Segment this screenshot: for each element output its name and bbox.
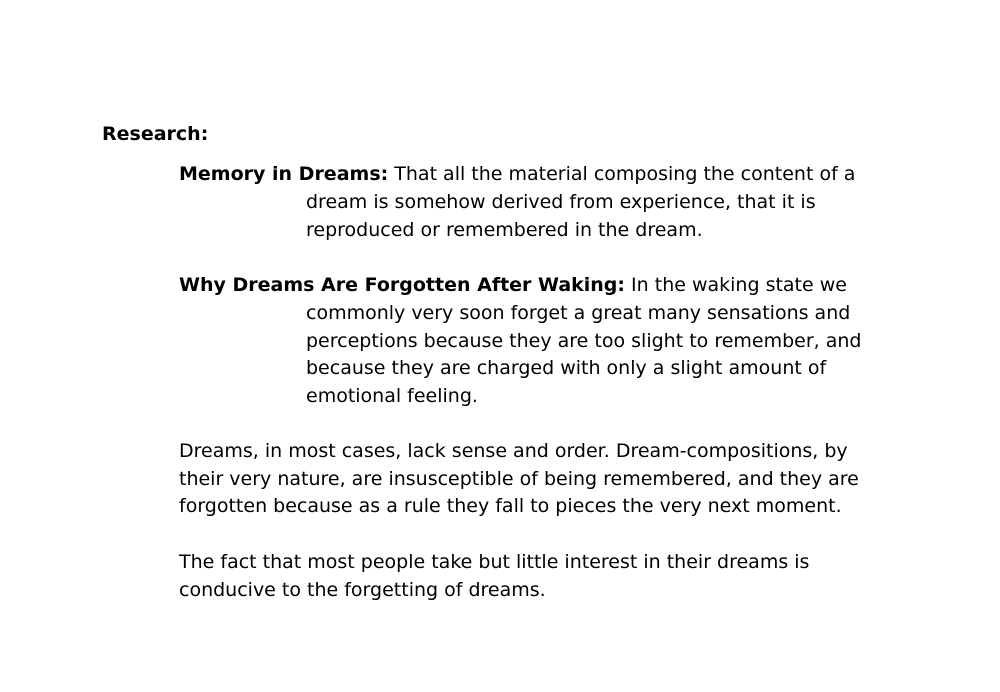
forgotten-line: because they are charged with only a slight amount of	[306, 357, 827, 379]
forgotten-line: emotional feeling.	[306, 385, 478, 407]
memory-line: reproduced or remembered in the dream.	[306, 219, 703, 241]
forgotten-line: commonly very soon forget a great many sensations and	[306, 302, 851, 324]
forgotten-first-line	[179, 271, 847, 299]
interest-line: conducive to the forgetting of dreams.	[179, 579, 546, 601]
memory-line: dream is somehow derived from experience, that it is	[306, 191, 816, 213]
memory-term: Memory in Dreams:	[179, 163, 389, 185]
forgotten-line: perceptions because they are too slight to remember, and	[306, 330, 862, 352]
sense-line: Dreams, in most cases, lack sense and order. Dream-compositions, by	[179, 440, 848, 462]
sense-line: their very nature, are insusceptible of being remembered, and they are	[179, 468, 859, 490]
forgotten-definition-start: In the waking state we	[625, 274, 847, 296]
interest-line: The fact that most people take but little interest in their dreams is	[179, 551, 810, 573]
sense-line: forgotten because as a rule they fall to pieces the very next moment.	[179, 495, 842, 517]
section-heading: Research:	[102, 123, 209, 145]
memory-first-line	[179, 160, 855, 188]
memory-definition-start: That all the material composing the content of a	[388, 163, 856, 185]
forgotten-term: Why Dreams Are Forgotten After Waking:	[179, 274, 626, 296]
